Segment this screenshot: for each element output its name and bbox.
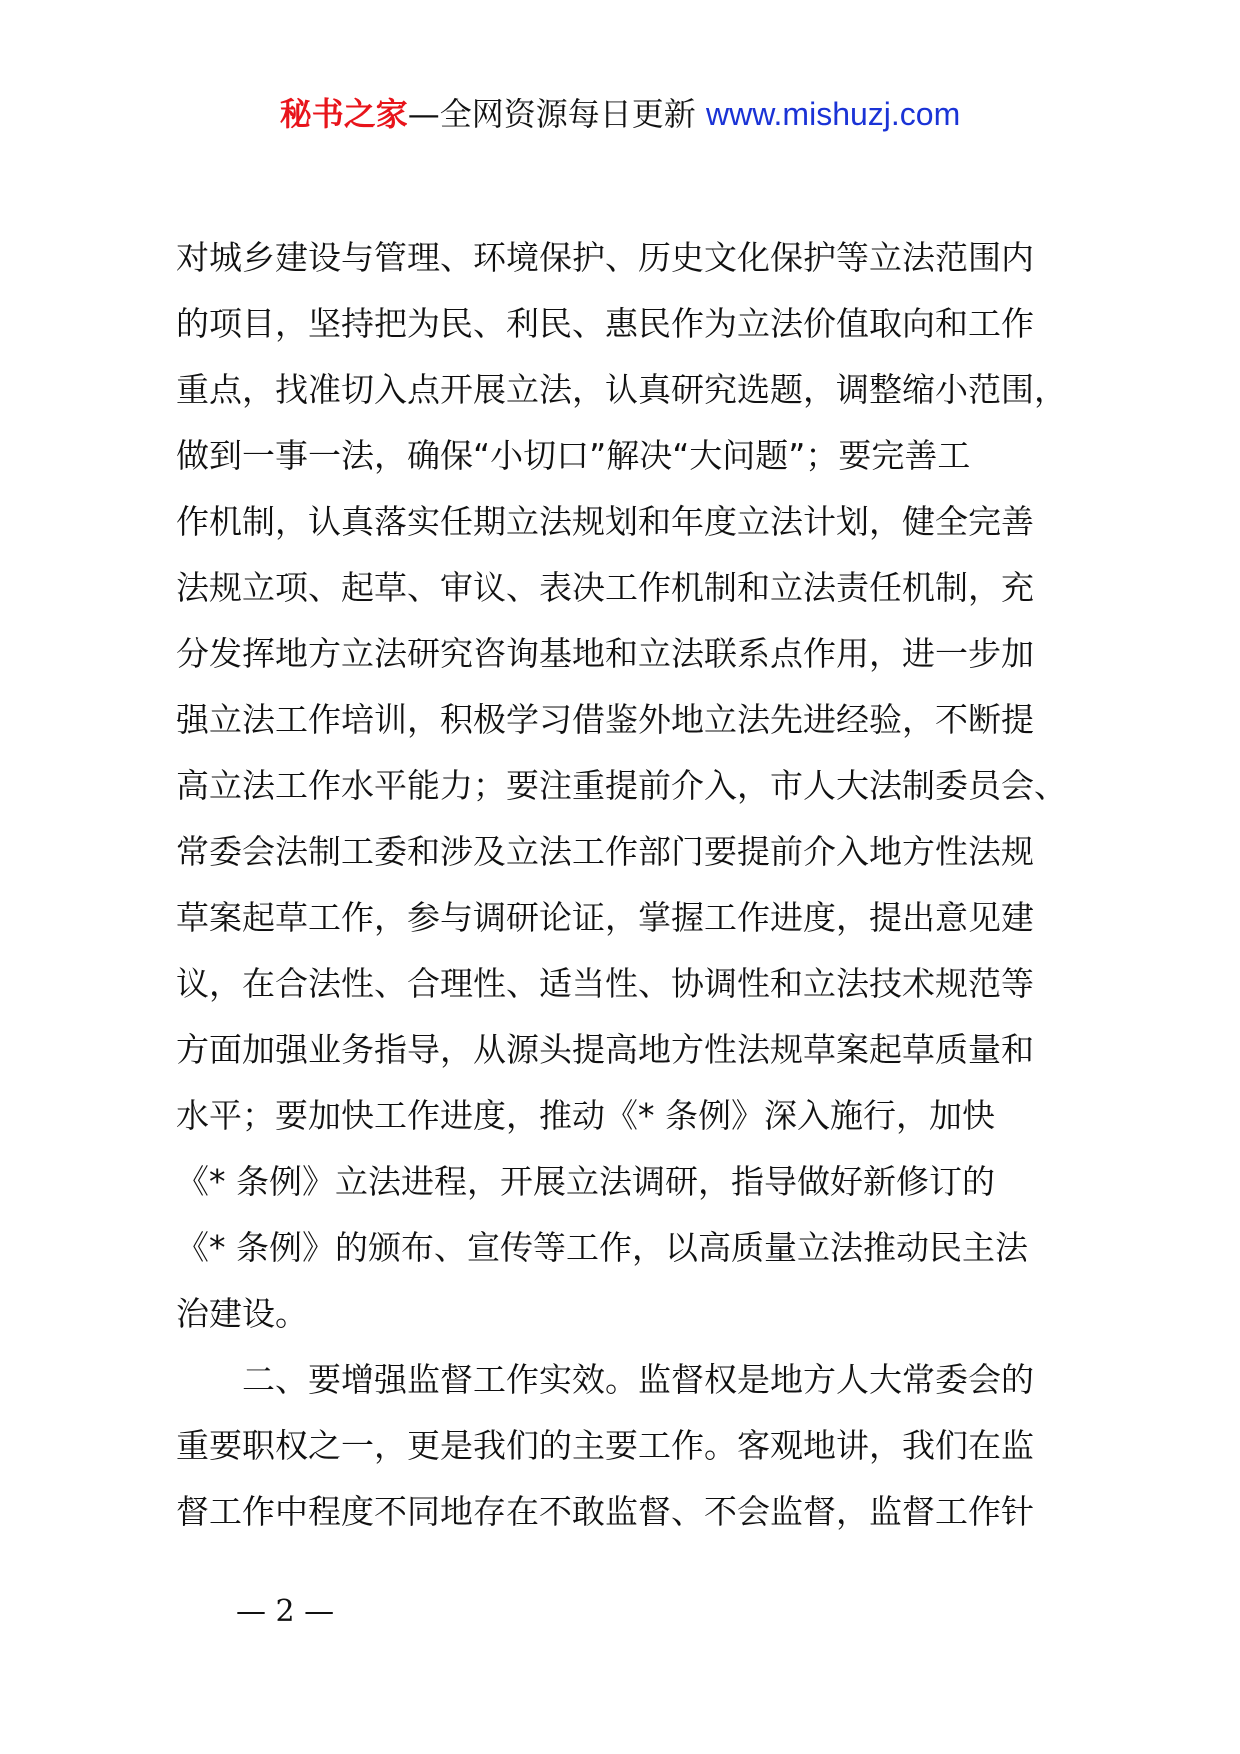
text-line: 方面加强业务指导，从源头提高地方性法规草案起草质量和: [176, 1030, 1034, 1069]
site-header: [0, 92, 1240, 136]
text-line: 分发挥地方立法研究咨询基地和立法联系点作用，进一步加: [176, 634, 1034, 673]
text-line: 督工作中程度不同地存在不敢监督、不会监督，监督工作针: [176, 1492, 1034, 1531]
text-line: 议，在合法性、合理性、适当性、协调性和立法技术规范等: [176, 964, 1034, 1003]
text-line: 做到一事一法，确保“小切口”解决“大问题”；要完善工: [176, 436, 971, 475]
text-line: 作机制，认真落实任期立法规划和年度立法计划，健全完善: [176, 502, 1034, 541]
text-line: 重点，找准切入点开展立法，认真研究选题，调整缩小范围，: [176, 370, 1067, 409]
text-line: 草案起草工作，参与调研论证，掌握工作进度，提出意见建: [176, 898, 1034, 937]
text-line: 高立法工作水平能力；要注重提前介入，市人大法制委员会、: [176, 766, 1067, 805]
text-line: 水平；要加快工作进度，推动《* 条例》深入施行，加快: [176, 1096, 995, 1135]
text-line: 对城乡建设与管理、环境保护、历史文化保护等立法范围内: [176, 238, 1034, 277]
text-line: 的项目，坚持把为民、利民、惠民作为立法价值取向和工作: [176, 304, 1034, 343]
text-line: 重要职权之一，更是我们的主要工作。客观地讲，我们在监: [176, 1426, 1034, 1465]
header-slogan: —全网资源每日更新: [407, 95, 706, 133]
site-url-link[interactable]: www.mishuzj.com: [705, 96, 961, 132]
brand-name: 秘书之家: [279, 95, 408, 133]
text-line: 法规立项、起草、审议、表决工作机制和立法责任机制，充: [176, 568, 1034, 607]
text-line: 治建设。: [176, 1294, 308, 1333]
section-heading-line: 二、要增强监督工作实效。监督权是地方人大常委会的: [242, 1360, 1034, 1399]
text-line: 《* 条例》的颁布、宣传等工作，以高质量立法推动民主法: [176, 1228, 1028, 1267]
text-line: 常委会法制工委和涉及立法工作部门要提前介入地方性法规: [176, 832, 1034, 871]
text-line: 《* 条例》立法进程，开展立法调研，指导做好新修订的: [176, 1162, 995, 1201]
page-number: — 2 —: [236, 1594, 335, 1629]
text-line: 强立法工作培训，积极学习借鉴外地立法先进经验，不断提: [176, 700, 1034, 739]
document-body: [176, 225, 1076, 1545]
